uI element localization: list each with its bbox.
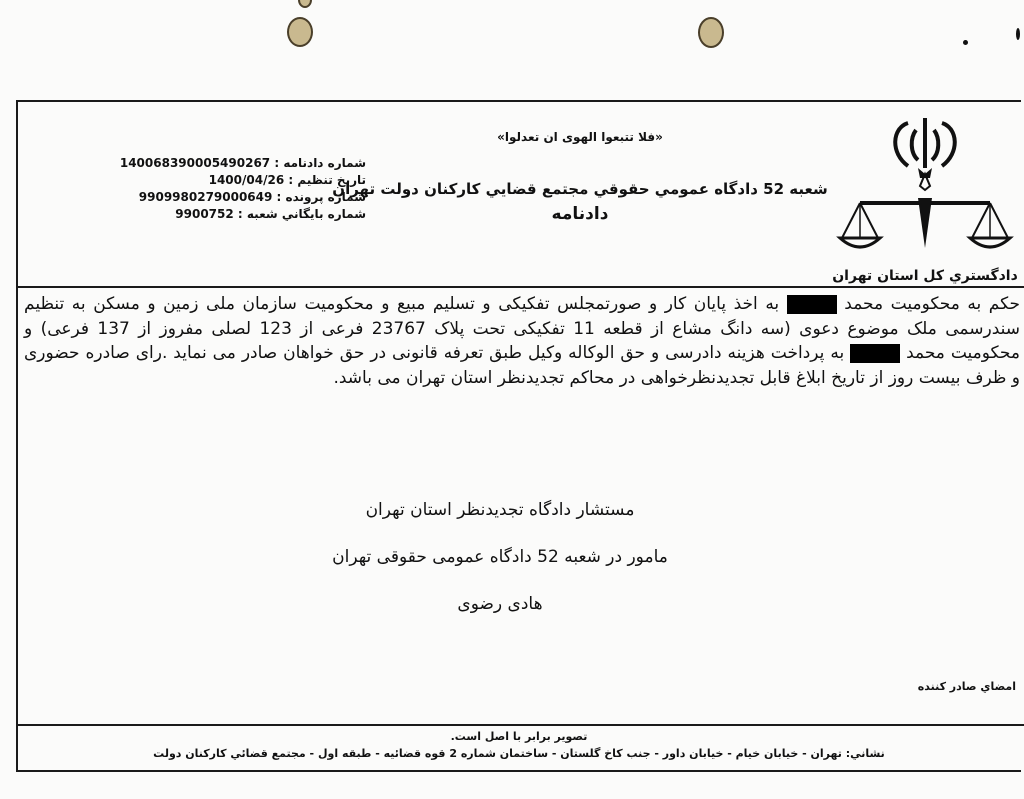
punch-hole: [698, 17, 724, 48]
court-title: شعبه 52 دادگاه عمومي حقوقي مجتمع قضايي كاركنان دولت تهران: [332, 180, 828, 198]
scales-of-justice-emblem-icon: [830, 108, 1020, 258]
redaction-box: [787, 295, 837, 314]
certified-copy-note: تصوير برابر با اصل است.: [450, 730, 588, 743]
document-footer: [20, 728, 1018, 762]
document-type: دادنامه: [551, 204, 609, 224]
punch-hole: [287, 17, 313, 47]
signer-title: مستشار دادگاه تجدیدنظر استان تهران: [365, 500, 635, 520]
signer-label: امضاي صادر كننده: [917, 680, 1016, 693]
emblem-caption: دادگستري كل استان تهران: [832, 268, 1018, 284]
signer-name: هادی رضوی: [457, 594, 543, 614]
speck: [963, 40, 968, 45]
document-header: [330, 130, 830, 224]
meta-verdict-number: شماره دادنامه : 140068390005490267: [119, 156, 366, 170]
document-meta: [96, 155, 366, 223]
meta-archive-number: شماره بايگاني شعبه : 9900752: [175, 207, 366, 221]
signer-assignment: مامور در شعبه 52 دادگاه عمومی حقوقی تهران: [332, 547, 668, 567]
footer-divider: [16, 724, 1024, 726]
address-line: نشاني: تهران - خيابان خيام - خيابان داور - جنب كاخ گلستان - ساختمان شماره 2 قوه قضائيه - طبقه اول - مجتمع قضائي كاركنان دولت: [153, 747, 885, 760]
judiciary-emblem: [830, 108, 1020, 286]
redaction-box: [850, 344, 900, 363]
speck: [1016, 28, 1020, 40]
punch-hole: [298, 0, 312, 8]
meta-date: تاريخ تنظيم : 1400/04/26: [208, 173, 366, 187]
verdict-body: حکم به محکومیت محمد به اخذ پایان کار و صورتمجلس تفکیکی و تسلیم مبیع و محکومیت سازمان ملی زمین و مسکن به تنظیم سندرسمی ملک موضوع دعوی (سه دانگ مشاع از قطعه 11 تفکیکی تحت پلاک 23767 فرعی از 123 لصلی مفروز از 137 فرعی) و محکومیت محمد به پرداخت هزینه دادرسی و حق الوکاله وکیل طبق تعرفه قانونی در حق خواهان صادر می نماید .رای صادره حضوری و ظرف بیست روز از تاریخ ابلاغ قابل تجدیدنظرخواهی در محاکم تجدیدنظر استان تهران می باشد.: [24, 294, 1021, 388]
meta-case-number: شماره پرونده : 9909980279000649: [138, 190, 366, 204]
quran-verse: «فلا تتبعوا الهوى ان تعدلوا»: [497, 130, 663, 144]
header-divider: [16, 286, 1024, 288]
